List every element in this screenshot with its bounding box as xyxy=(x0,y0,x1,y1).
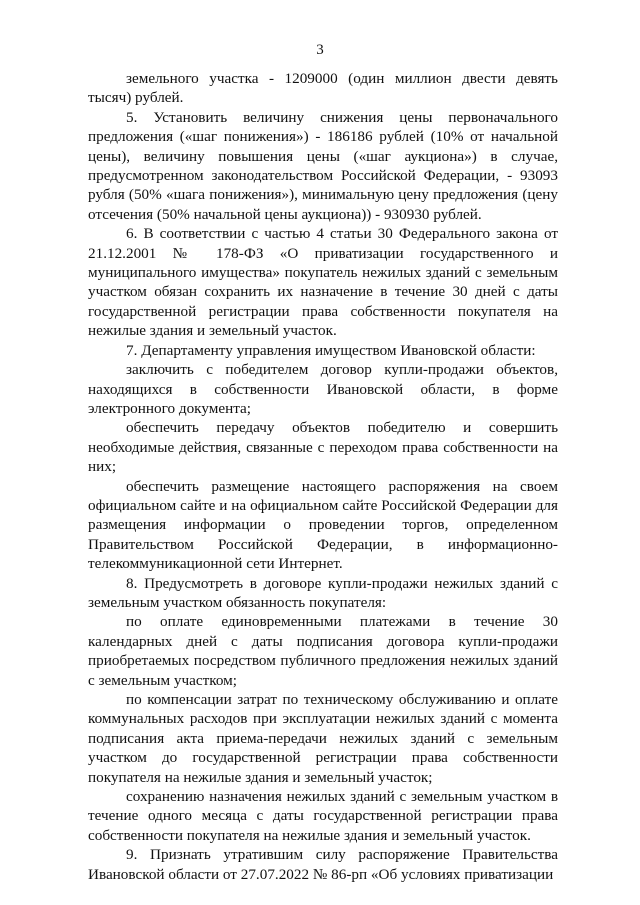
document-body xyxy=(88,69,558,884)
paragraph-continuation: земельного участка - 1209000 (один миллион двести девять тысяч) рублей. xyxy=(88,70,558,107)
paragraph-8-compensation: по компенсации затрат по техническому обслуживанию и оплате коммунальных расходов при эксплуатации нежилых зданий с момента подписания акта приема-передачи нежилых зданий с земельным участком до государственной регистрации права собственности покупателя на нежилые здания и земельный участок; xyxy=(88,691,558,786)
paragraph-6-purpose-retention: 6. В соответствии с частью 4 статьи 30 Федерального закона от 21.12.2001 № 178-ФЗ «О приватизации государственного и муниципального имущества» покупатель нежилых зданий с земельным участком обязан сохранить их назначение в течение 30 дней с даты государственной регистрации права собственности покупателя на нежилые здания и земельный участок. xyxy=(88,225,558,340)
paragraph-7-publish-order: обеспечить размещение настоящего распоряжения на своем официальном сайте и на официальном сайте Российской Федерации для размещения информации о проведении торгов, определенном Правительством Российской Федерации, в информационно-телекоммуникационной сети Интернет. xyxy=(88,477,558,573)
paragraph-7-transfer-objects: обеспечить передачу объектов победителю и совершить необходимые действия, связанные с переходом права собственности на них; xyxy=(88,419,558,476)
paragraph-8-payment: по оплате единовременными платежами в течение 30 календарных дней с даты подписания договора купли-продажи приобретаемых посредством публичного предложения нежилых зданий с земельным участком; xyxy=(88,613,558,689)
paragraph-8-purpose-preservation: сохранению назначения нежилых зданий с земельным участком в течение одного месяца с даты государственной регистрации права собственности покупателя на нежилые здания и земельный участок. xyxy=(88,788,558,844)
paragraph-9-repeal: 9. Признать утратившим силу распоряжение Правительства Ивановской области от 27.07.2022 № 86-рп «Об условиях приватизации xyxy=(88,846,558,883)
paragraph-7-department: 7. Департаменту управления имуществом Ивановской области: xyxy=(126,341,536,359)
paragraph-8-contract-obligations: 8. Предусмотреть в договоре купли-продажи нежилых зданий с земельным участком обязанность покупателя: xyxy=(88,574,558,611)
paragraph-5-price-step: 5. Установить величину снижения цены первоначального предложения («шаг понижения») - 186186 рублей (10% от начальной цены), величину повышения цены («шаг аукциона») в случае, предусмотренном законодательством Российской Федерации, - 93093 рубля (50% «шага понижения»), минимальную цену предложения (цену отсечения (50% начальной цены аукциона)) - 930930 рублей. xyxy=(88,108,558,223)
page-number: 3 xyxy=(316,42,324,58)
paragraph-7-conclude-contract: заключить с победителем договор купли-продажи объектов, находящихся в собственности Ивановской области, в форме электронного документа; xyxy=(88,361,558,417)
